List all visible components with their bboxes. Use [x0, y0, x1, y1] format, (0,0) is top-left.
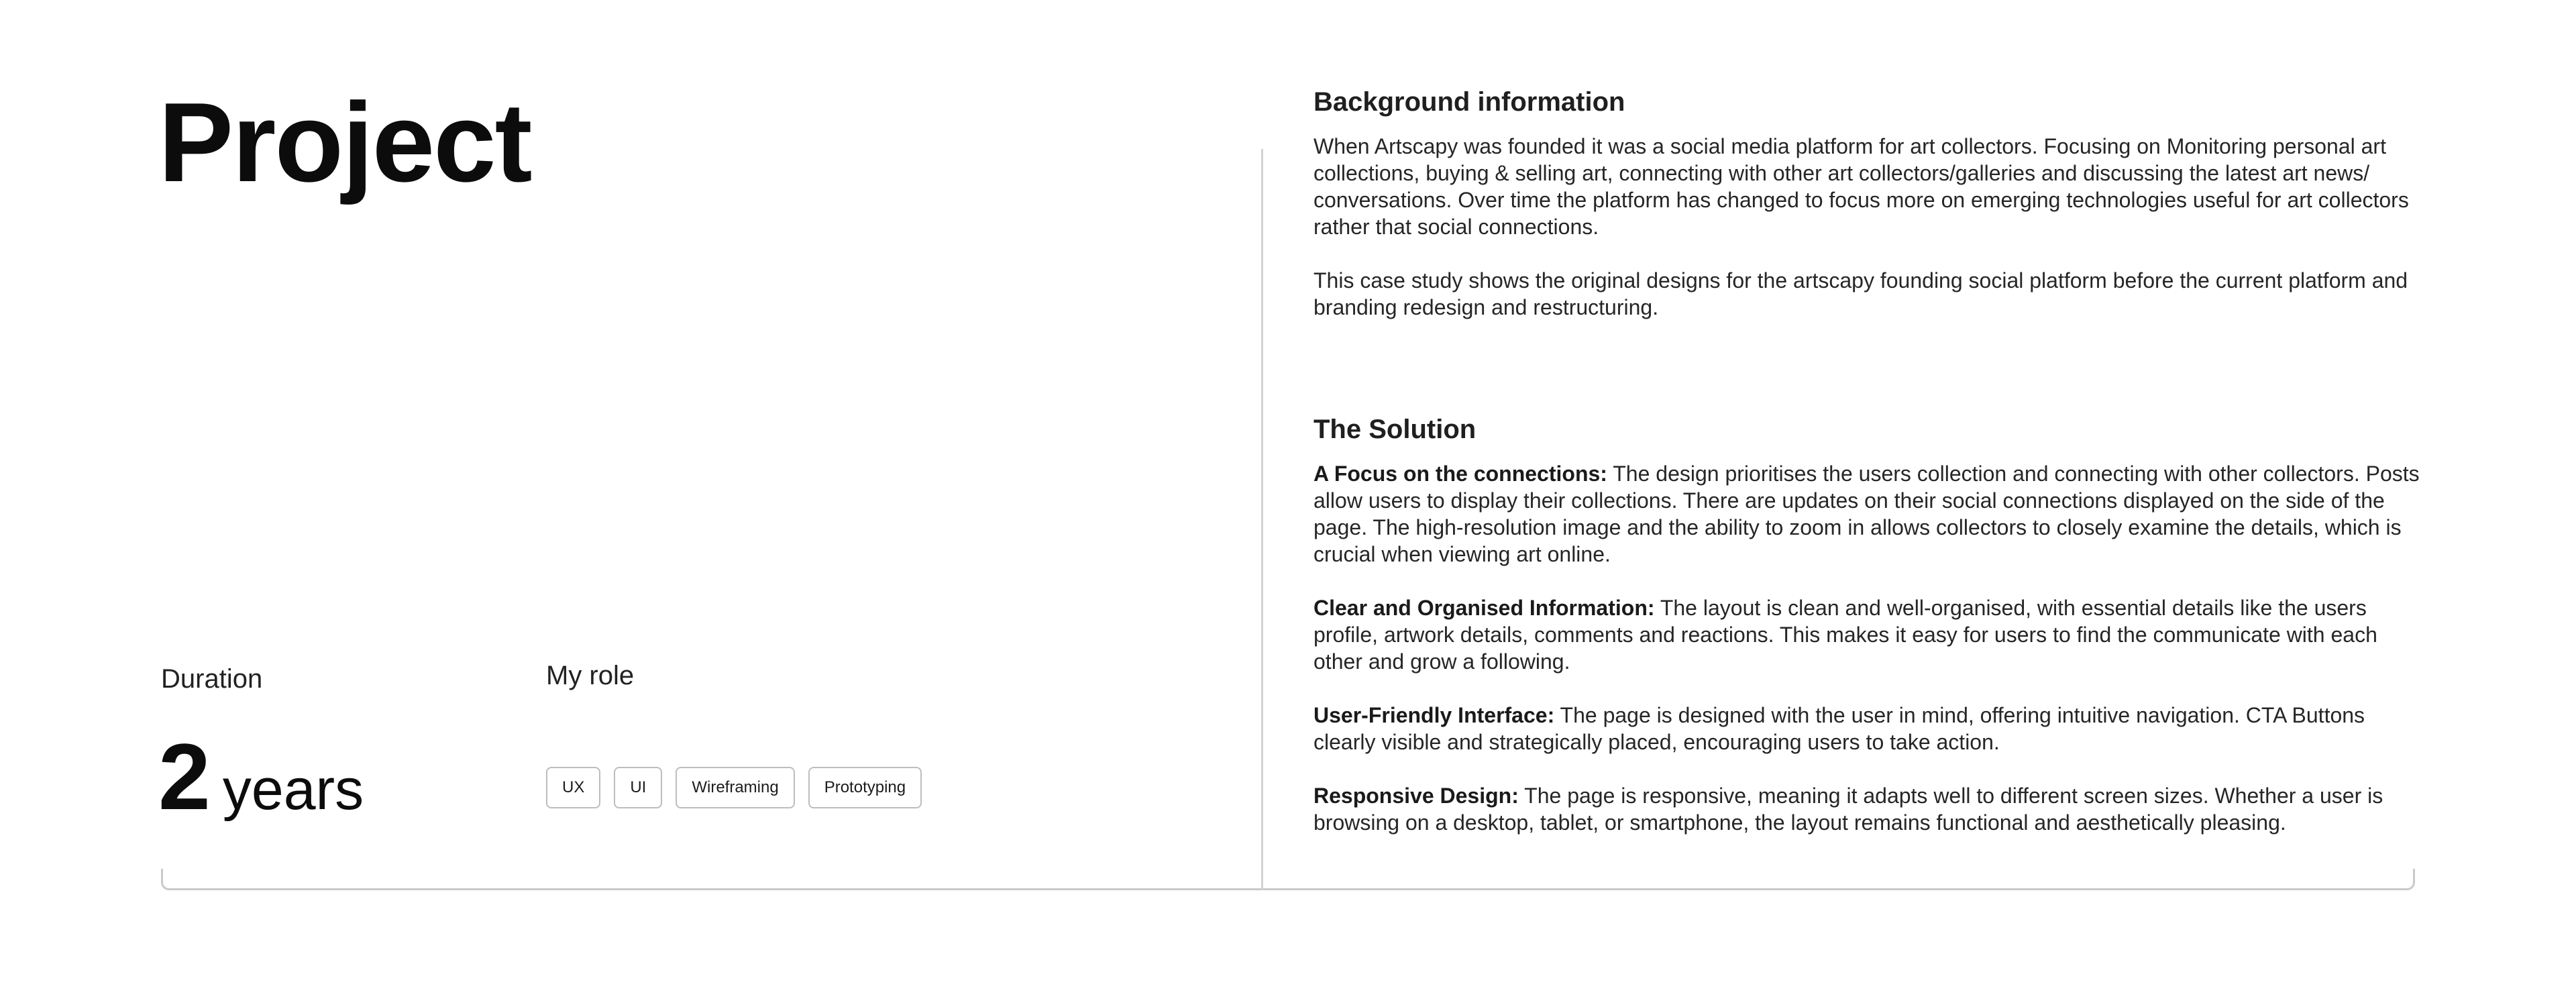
- role-tags: [546, 767, 922, 808]
- solution-item: [1313, 460, 2420, 568]
- page-title: Project: [158, 79, 531, 205]
- duration-label: Duration: [161, 664, 263, 694]
- solution-item-text: The design prioritises the users collection and connecting with other collectors. Posts allow users to display their collections. There are updates on their social connections displayed on the side of the page. The high-resolution image and the ability to zoom in allows collectors to closely examine the details, which is crucial when viewing art online.: [1313, 462, 2420, 566]
- duration-value: [158, 724, 364, 829]
- solution-section: [1313, 411, 2420, 863]
- role-tag-prototyping: Prototyping: [808, 767, 922, 808]
- content-frame: [161, 869, 2415, 890]
- background-section: [1313, 83, 2420, 321]
- column-divider: [1261, 149, 1263, 890]
- solution-item-text: The layout is clean and well-organised, with essential details like the users profile, artwork details, comments and reactions. This makes it easy for users to find the communicate with each other and grow a following.: [1313, 596, 2377, 674]
- solution-item: [1313, 594, 2420, 675]
- solution-item-title: Responsive Design:: [1313, 784, 1519, 808]
- duration-unit: years: [222, 757, 364, 822]
- solution-item: [1313, 782, 2420, 836]
- solution-item-title: Clear and Organised Information:: [1313, 596, 1655, 620]
- background-heading: Background information: [1313, 87, 1625, 117]
- solution-heading: The Solution: [1313, 415, 1477, 444]
- role-tag-ui: UI: [614, 767, 662, 808]
- role-tag-ux: UX: [546, 767, 600, 808]
- solution-item-text: The page is responsive, meaning it adapts well to different screen sizes. Whether a user is browsing on a desktop, tablet, or smartphone, the layout remains functional and aesthetically pleasing.: [1313, 784, 2383, 835]
- solution-item-text: The page is designed with the user in mind, offering intuitive navigation. CTA Buttons clearly visible and strategically placed, encouraging users to take action.: [1313, 703, 2365, 754]
- role-tag-wireframing: Wireframing: [676, 767, 794, 808]
- role-label: My role: [546, 661, 635, 690]
- solution-item: [1313, 702, 2420, 755]
- solution-item-title: User-Friendly Interface:: [1313, 703, 1555, 727]
- background-paragraph: When Artscapy was founded it was a social media platform for art collectors. Focusing on Monitoring personal art collections, buying & selling art, connecting with other art collectors/galleries and discussing the latest art news/ conversations. Over time the platform has changed to focus more on emerging technologies useful for art collectors rather that social connections.: [1313, 134, 2409, 239]
- background-paragraph: This case study shows the original designs for the artscapy founding social platform before the current platform and branding redesign and restructuring.: [1313, 268, 2408, 319]
- duration-number: 2: [158, 724, 211, 829]
- solution-item-title: A Focus on the connections:: [1313, 462, 1607, 486]
